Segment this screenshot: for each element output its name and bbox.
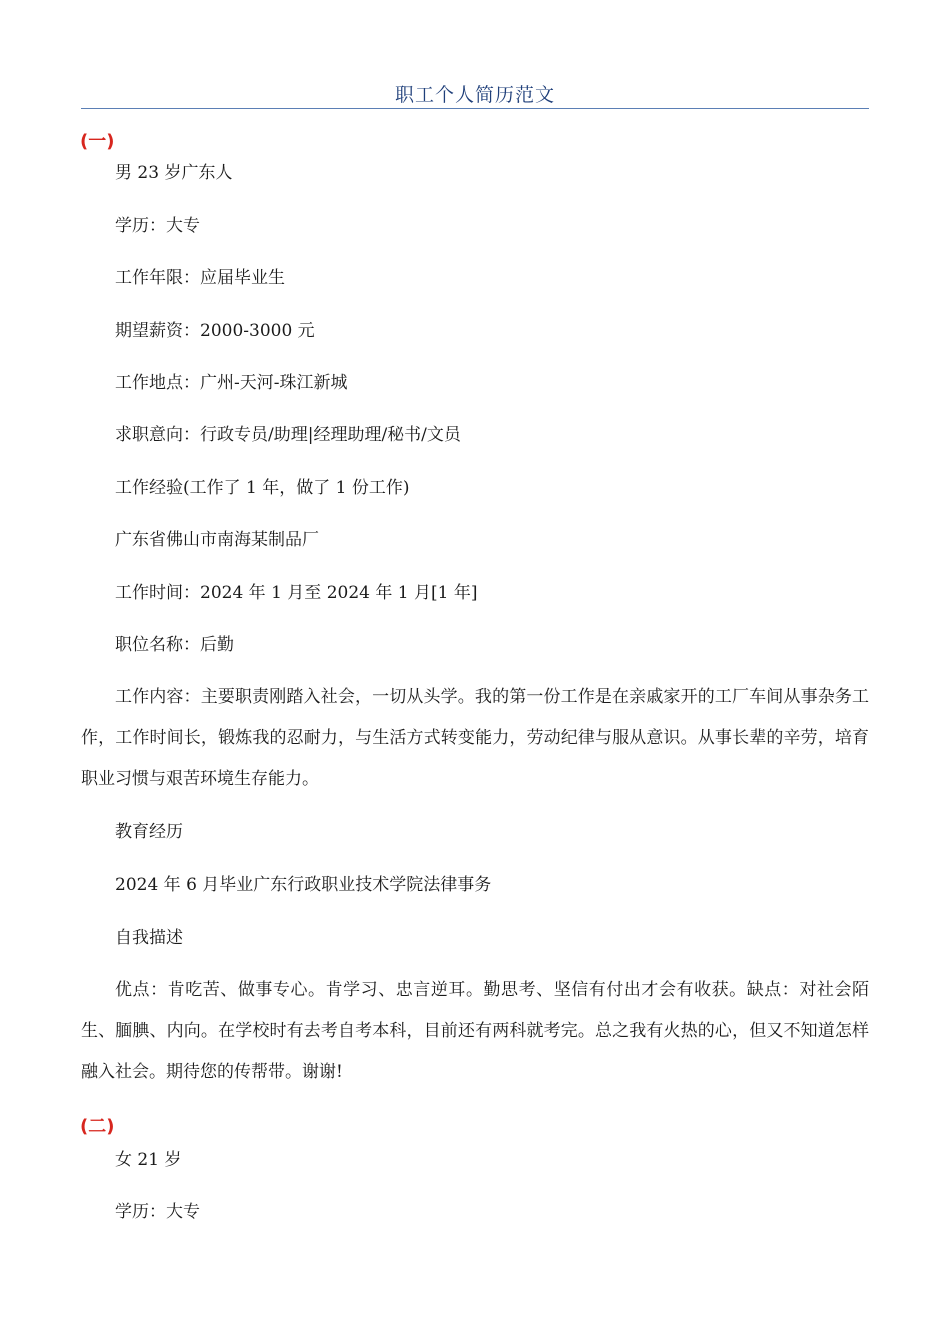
gender-age-origin: 男 23 岁广东人 [115, 163, 233, 183]
job-intention: 求职意向：行政专员/助理|经理助理/秘书/文员 [115, 425, 461, 445]
education-level: 学历：大专 [115, 216, 200, 236]
section-heading-1: (一) [80, 131, 115, 152]
work-experience-summary: 工作经验(工作了 1 年，做了 1 份工作) [115, 478, 410, 498]
self-description-heading: 自我描述 [115, 928, 183, 948]
work-content-paragraph: 工作内容：主要职责刚踏入社会，一切从头学。我的第一份工作是在亲戚家开的工厂车间从事杂务工作，工作时间长，锻炼我的忍耐力，与生活方式转变能力，劳动纪律与服从意识。从事长辈的辛劳，培育职业习惯与艰苦环境生存能力。 [81, 687, 869, 789]
education-entry: 2024 年 6 月毕业广东行政职业技术学院法律事务 [115, 875, 492, 895]
job-title: 职位名称：后勤 [115, 635, 234, 655]
employer-name: 广东省佛山市南海某制品厂 [115, 530, 319, 550]
work-period: 工作时间：2024 年 1 月至 2024 年 1 月[1 年] [115, 583, 478, 603]
self-description-paragraph: 优点：肯吃苦、做事专心。肯学习、忠言逆耳。勤思考、坚信有付出才会有收获。缺点：对社会陌生、腼腆、内向。在学校时有去考自考本科，目前还有两科就考完。总之我有火热的心，但又不知道怎样融入社会。期待您的传帮带。谢谢! [81, 980, 869, 1082]
document-title: 职工个人简历范文 [394, 84, 555, 106]
work-years: 工作年限：应届毕业生 [115, 268, 285, 288]
education-heading: 教育经历 [115, 822, 183, 842]
gender-age: 女 21 岁 [115, 1150, 182, 1170]
work-location: 工作地点：广州-天河-珠江新城 [115, 373, 348, 393]
expected-salary: 期望薪资：2000-3000 元 [115, 321, 315, 341]
title-divider [81, 108, 869, 109]
education-level-2: 学历：大专 [115, 1202, 200, 1222]
section-heading-2: (二) [80, 1116, 115, 1137]
